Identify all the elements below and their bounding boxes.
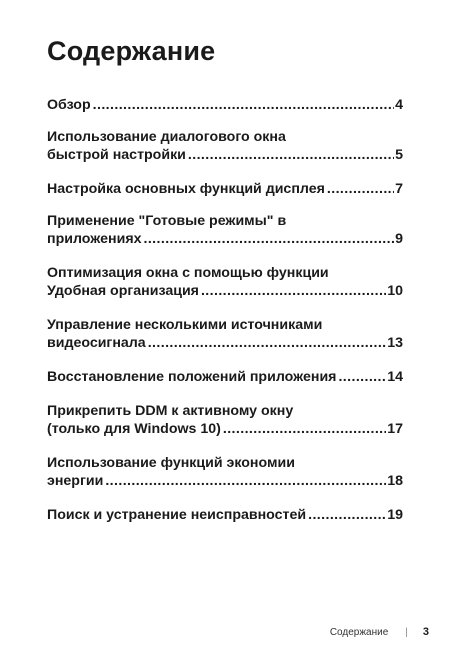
toc-entry-title: Оптимизация окна с помощью функции [47,265,329,281]
toc-entry-overview[interactable] [47,96,403,114]
toc-entry-title: Использование диалогового окна [47,129,286,145]
toc-entry-title: Прикрепить DDM к активному окну [47,403,294,419]
footer-section-name: Содержание [329,627,389,638]
toc-entry-title-continued: быстрой настройки [47,147,186,163]
toc-entry-title: Обзор [47,97,91,113]
toc-entry-title: Настройка основных функций дисплея [47,181,325,197]
toc-entry-title-continued: (только для Windows 10) [47,421,221,437]
toc-entry-attach-ddm[interactable] [47,402,403,438]
toc-entry-title: Использование функций экономии [47,455,295,471]
toc-dot-leader [327,180,394,198]
toc-page-number: 7 [395,181,403,197]
toc-entry-title-continued: Удобная организация [47,283,199,299]
toc-entry-restore-positions[interactable] [47,368,403,386]
toc-entry-title-continued: видеосигнала [47,335,146,351]
toc-page-number: 14 [387,369,403,385]
toc-dot-leader [188,146,394,164]
toc-dot-leader [148,334,387,352]
page-title: Содержание [47,36,216,66]
toc-page-number: 19 [387,507,403,523]
toc-dot-leader [338,368,386,386]
toc-entry-preset-modes[interactable] [47,212,403,248]
toc-entry-title: Управление несколькими источниками [47,317,323,333]
toc-page-number: 9 [395,231,403,247]
footer-separator: | [405,627,408,638]
toc-entry-title-continued: энергии [47,473,104,489]
toc-entry-easy-arrange[interactable] [47,264,403,300]
toc-entry-multiple-inputs[interactable] [47,316,403,352]
toc-entry-basic-display[interactable] [47,180,403,198]
toc-dot-leader [93,96,394,114]
toc-dot-leader [201,282,386,300]
toc-entry-title: Поиск и устранение неисправностей [47,507,307,523]
toc-page-number: 10 [387,283,403,299]
toc-entry-title: Применение "Готовые режимы" в [47,213,287,229]
toc-dot-leader [105,472,386,490]
toc-dot-leader [143,230,394,248]
toc-page-number: 18 [387,473,403,489]
toc-entry-quick-settings[interactable] [47,128,403,164]
toc-entry-power-saving[interactable] [47,454,403,490]
toc-entry-troubleshooting[interactable] [47,506,403,524]
toc-entry-title: Восстановление положений приложения [47,369,337,385]
toc-page-number: 5 [395,147,403,163]
toc-page-number: 4 [395,97,403,113]
toc-page-number: 13 [387,335,403,351]
footer-page-number: 3 [422,626,429,638]
toc-entry-title-continued: приложениях [47,231,142,247]
toc-dot-leader [308,506,386,524]
page-footer [330,626,429,638]
toc-page-number: 17 [387,421,403,437]
toc-dot-leader [223,420,386,438]
